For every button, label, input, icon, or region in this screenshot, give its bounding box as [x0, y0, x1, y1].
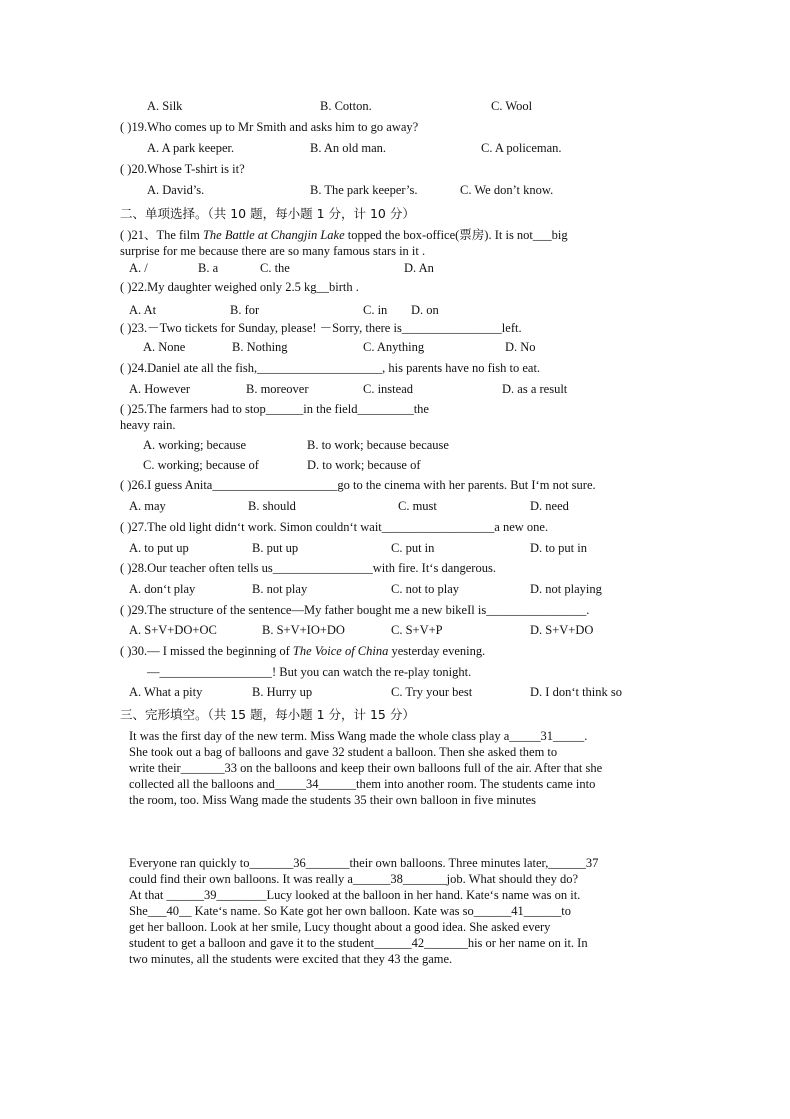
q30-option-a: A. What a pity: [129, 685, 203, 699]
passage-line: At that ______39________Lucy looked at the balloon in her hand. Kate‘s name was on it.: [129, 888, 581, 902]
passage-line: write their_______33 on the balloons and keep their own balloons full of the air. After that she: [129, 761, 603, 775]
q19-option-c: C. A policeman.: [481, 141, 562, 155]
q20-stem: ( )20.Whose T-shirt is it?: [120, 162, 245, 176]
q29-option-d: D. S+V+DO: [530, 623, 594, 637]
passage-line: She took out a bag of balloons and gave 32 student a balloon. Then she asked them to: [129, 745, 558, 759]
q26-option-d: D. need: [530, 499, 569, 513]
q25-option-c: C. working; because of: [143, 458, 259, 472]
q21-film-title: The Battle at Changjin Lake: [202, 228, 345, 242]
q29-option-b: B. S+V+IO+DO: [262, 623, 345, 637]
q26-option-a: A. may: [129, 499, 166, 513]
passage-line: Everyone ran quickly to_______36_______their own balloons. Three minutes later,______37: [129, 856, 599, 870]
passage-line: get her balloon. Look at her smile, Lucy thought about a good idea. She asked every: [129, 920, 551, 934]
q23-option-c: C. Anything: [363, 340, 425, 354]
q26-option-c: C. must: [398, 499, 437, 513]
q20-option-b: B. The park keeper’s.: [310, 183, 418, 197]
q27-option-a: A. to put up: [129, 541, 189, 555]
q30-stem: ( )30.— I missed the beginning of The Voice of China yesterday evening.: [120, 644, 486, 658]
q21-option-c: C. the: [260, 261, 290, 275]
q23-option-d: D. No: [505, 340, 536, 354]
cloze-paragraph-1: [129, 728, 657, 808]
section2-title: 二、单项选择。（共 10 题，每小题 1 分，计 10 分）: [120, 206, 415, 221]
passage-line: could find their own balloons. It was really a______38_______job. What should they do?: [129, 872, 578, 886]
q18-option-b: B. Cotton.: [320, 99, 372, 113]
q24-option-b: B. moreover: [246, 382, 309, 396]
q27-stem: ( )27.The old light didn‘t work. Simon couldn‘t wait__________________a new one.: [120, 520, 549, 534]
q18-option-c: C. Wool: [491, 99, 533, 113]
q30-option-c: C. Try your best: [391, 685, 473, 699]
q25-option-d: D. to work; because of: [307, 458, 421, 472]
q24-option-a: A. However: [129, 382, 191, 396]
q24-stem: ( )24.Daniel ate all the fish,____________________, his parents have no fish to eat.: [120, 361, 541, 375]
q28-option-d: D. not playing: [530, 582, 602, 596]
q20-option-c: C. We don’t know.: [460, 183, 554, 197]
q26-option-b: B. should: [248, 499, 296, 513]
q19-option-a: A. A park keeper.: [147, 141, 235, 155]
passage-line: She___40__ Kate‘s name. So Kate got her own balloon. Kate was so______41______to: [129, 904, 571, 918]
q21-option-a: A. /: [129, 261, 148, 275]
q25-option-b: B. to work; because because: [307, 438, 449, 452]
q25-stem-line2: heavy rain.: [120, 418, 176, 432]
q22-option-d: D. on: [411, 303, 439, 317]
q22-stem: ( )22.My daughter weighed only 2.5 kg__birth .: [120, 280, 359, 294]
q30-show-title: The Voice of China: [292, 644, 389, 658]
q22-option-c: C. in: [363, 303, 388, 317]
q21-option-d: D. An: [404, 261, 434, 275]
q20-option-a: A. David’s.: [147, 183, 205, 197]
q18-option-a: A. Silk: [147, 99, 183, 113]
q27-option-b: B. put up: [252, 541, 299, 555]
q30-option-b: B. Hurry up: [252, 685, 313, 699]
q21-option-b: B. a: [198, 261, 219, 275]
q28-stem: ( )28.Our teacher often tells us________________with fire. It‘s dangerous.: [120, 561, 496, 575]
q29-option-a: A. S+V+DO+OC: [129, 623, 217, 637]
q29-stem: ( )29.The structure of the sentence—My father bought me a new bikeIl is________________.: [120, 603, 590, 617]
q23-option-a: A. None: [143, 340, 186, 354]
q24-option-d: D. as a result: [502, 382, 568, 396]
q30-response: —__________________! But you can watch the re-play tonight.: [147, 665, 472, 679]
q23-option-b: B. Nothing: [232, 340, 288, 354]
q25-stem: ( )25.The farmers had to stop______in the field_________the: [120, 402, 429, 416]
q19-stem: ( )19.Who comes up to Mr Smith and asks him to go away?: [120, 120, 419, 134]
q23-stem: ( )23.－Two tickets for Sunday, please! －Sorry, there is________________left.: [120, 321, 522, 335]
q19-option-b: B. An old man.: [310, 141, 387, 155]
section3-title: 三、完形填空。（共 15 题，每小题 1 分，计 15 分）: [120, 707, 415, 722]
q27-option-c: C. put in: [391, 541, 435, 555]
q26-stem: ( )26.I guess Anita____________________go to the cinema with her parents. But I‘m not sure.: [120, 478, 596, 492]
passage-line: It was the first day of the new term. Miss Wang made the whole class play a_____31_____.: [129, 729, 588, 743]
q30-option-d: D. I don‘t think so: [530, 685, 623, 699]
q22-option-a: A. At: [129, 303, 157, 317]
q25-option-a: A. working; because: [143, 438, 247, 452]
passage-line: collected all the balloons and_____34______them into another room. The students came into: [129, 777, 596, 791]
passage-line: the room, too. Miss Wang made the students 35 their own balloon in five minutes: [129, 793, 537, 807]
passage-line: student to get a balloon and gave it to the student______42_______his or her name on it. In: [129, 936, 588, 950]
passage-line: two minutes, all the students were excited that they 43 the game.: [129, 952, 453, 966]
q29-option-c: C. S+V+P: [391, 623, 443, 637]
q21-stem-line2: surprise for me because there are so many famous stars in it .: [120, 244, 426, 258]
q27-option-d: D. to put in: [530, 541, 587, 555]
cloze-paragraph-2: [129, 855, 657, 967]
q28-option-c: C. not to play: [391, 582, 460, 596]
q21-stem: ( )21、The film The Battle at Changjin Lake topped the box-office(票房). It is not___big: [120, 228, 568, 242]
q24-option-c: C. instead: [363, 382, 413, 396]
q22-option-b: B. for: [230, 303, 260, 317]
q28-option-b: B. not play: [252, 582, 308, 596]
q28-option-a: A. don‘t play: [129, 582, 196, 596]
